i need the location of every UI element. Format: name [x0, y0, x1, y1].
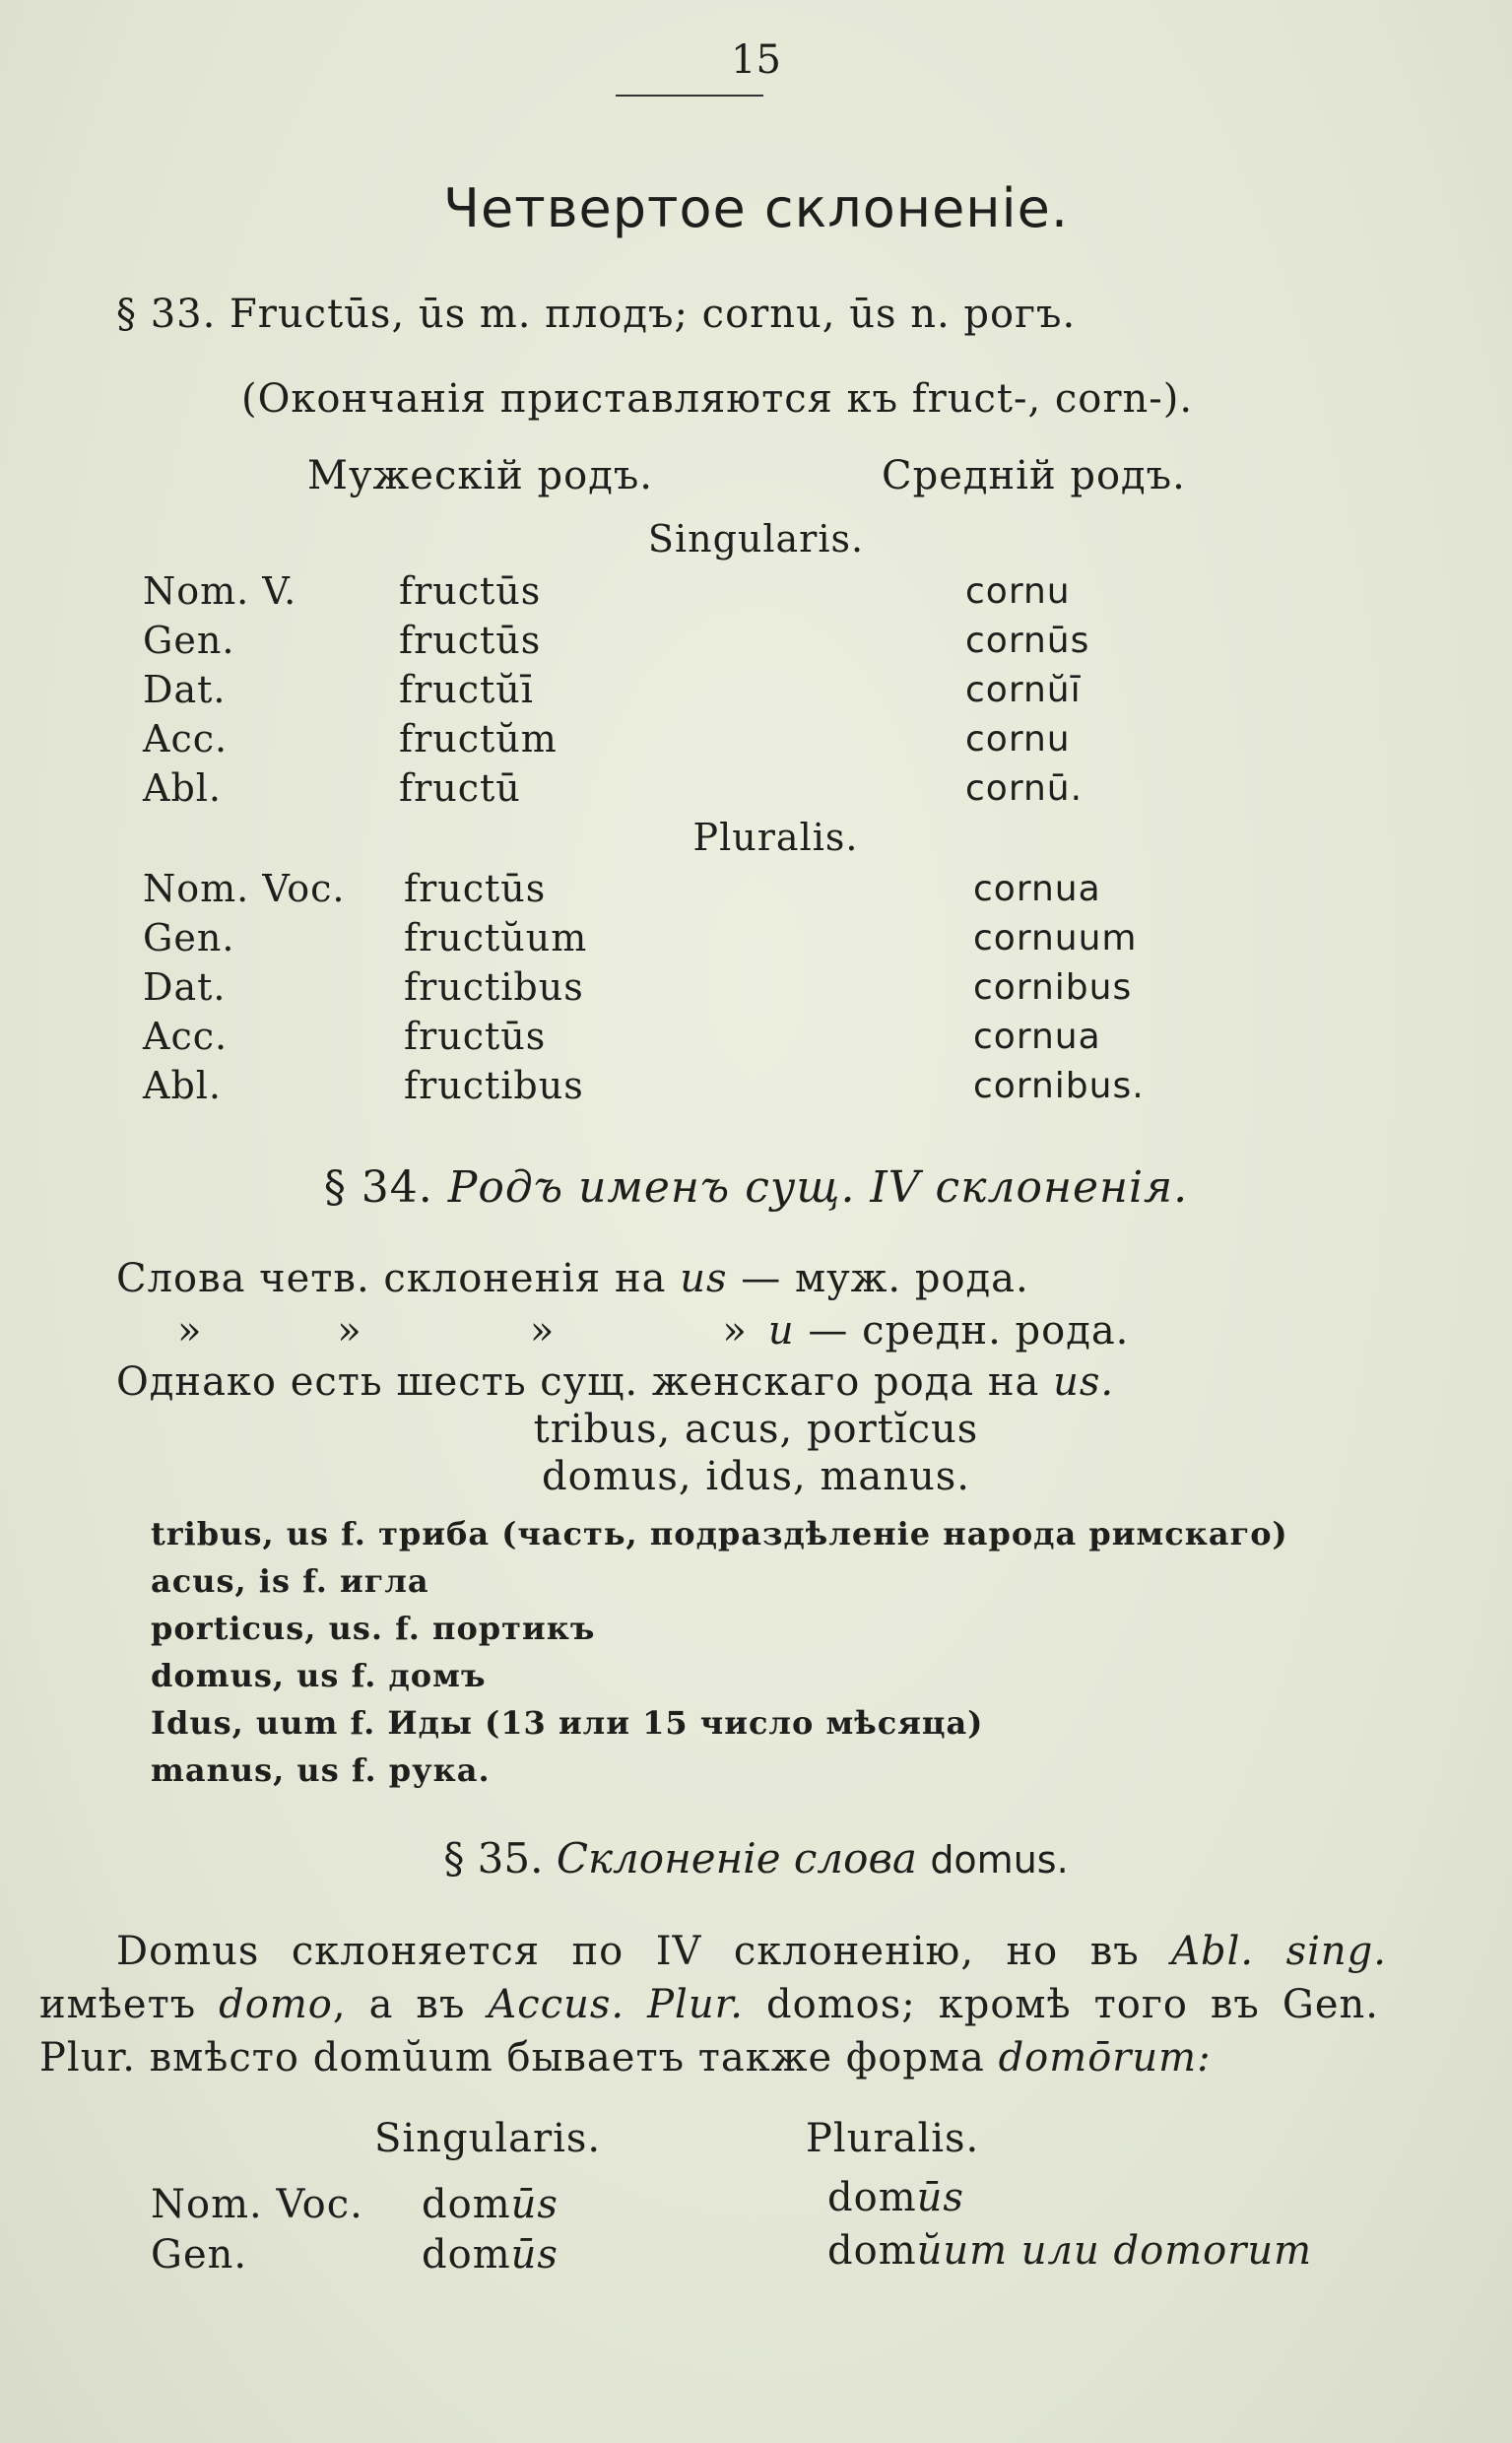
- case-label: Abl.: [143, 766, 222, 810]
- case-label: Gen.: [143, 916, 235, 959]
- neut-form: cornibus.: [973, 1066, 1145, 1106]
- case-label: Nom. V.: [143, 569, 297, 613]
- gloss-line: Idus, uum f. Иды (13 или 15 число мѣсяца): [151, 1704, 984, 1742]
- domus-plural-form: [827, 2228, 1312, 2274]
- masc-form: fructŭum: [404, 916, 588, 959]
- text-run: Однако есть шесть сущ. женскаго рода на: [116, 1359, 1054, 1405]
- text-run: Слова четв. склоненія на: [116, 1256, 681, 1301]
- case-label: Gen.: [151, 2232, 248, 2278]
- neut-form: cornŭī: [965, 670, 1082, 710]
- italic-run: us: [680, 1256, 728, 1301]
- masculine-header: Мужескій родъ.: [307, 453, 654, 498]
- stem: dom: [422, 2182, 511, 2227]
- neut-form: cornuum: [973, 918, 1138, 958]
- page-number-rule: [616, 95, 763, 97]
- ending: ūs: [510, 2182, 559, 2227]
- gender-rule-line-2: [177, 1308, 1129, 1354]
- case-label: Gen.: [143, 619, 235, 662]
- italic-run: domo: [219, 1982, 333, 2027]
- domus-singular-form: [422, 2182, 559, 2227]
- text-run: Plur. вмѣсто domŭum бываетъ также форма: [39, 2035, 999, 2080]
- case-label: Dat.: [143, 668, 227, 711]
- alternative-form: или domorum: [1008, 2228, 1313, 2274]
- gender-rule-line-3: [116, 1359, 1114, 1405]
- neuter-header: Средній родъ.: [882, 453, 1186, 498]
- case-label: Dat.: [143, 965, 227, 1009]
- gloss-line: domus, us f. домъ: [151, 1657, 487, 1694]
- plural-label: Pluralis.: [692, 816, 859, 859]
- domus-plural-form: [827, 2175, 964, 2220]
- text-run: , а въ: [332, 1982, 489, 2027]
- paragraph-line-3: [39, 2035, 1379, 2080]
- domus-singular-label: Singularis.: [374, 2116, 602, 2161]
- italic-run: domōrum:: [998, 2035, 1212, 2080]
- ditto-marks: » » » »: [177, 1308, 751, 1354]
- section-34-heading: [0, 1162, 1512, 1213]
- section-35-number: § 35.: [443, 1834, 544, 1882]
- text-run: имѣетъ: [39, 1982, 220, 2027]
- neut-form: cornu: [965, 571, 1071, 612]
- neut-form: cornua: [973, 869, 1101, 909]
- gloss-line: tribus, us f. триба (часть, подраздѣленіе народа римскаго): [151, 1515, 1288, 1552]
- gender-rule-line-1: [116, 1256, 1029, 1301]
- section-35-word: domus.: [930, 1838, 1069, 1882]
- text-run: Domus склоняется по IV склоненію, но въ: [116, 1929, 1172, 1974]
- neut-form: cornū.: [965, 768, 1084, 809]
- domus-singular-form: [422, 2232, 559, 2278]
- section-34-title: Родъ именъ сущ. IV склоненія.: [447, 1162, 1189, 1213]
- endings-note: (Окончанія приставляются къ fruct-, corn-).: [241, 376, 1194, 422]
- stem: dom: [827, 2175, 917, 2220]
- paragraph-line-2: [39, 1982, 1379, 2027]
- masc-form: fructibus: [404, 965, 584, 1009]
- neut-form: cornibus: [973, 967, 1133, 1008]
- neut-form: cornua: [973, 1017, 1101, 1057]
- italic-run: u: [767, 1308, 795, 1354]
- section-35-title: Склоненіе слова: [556, 1834, 917, 1882]
- ending: ūs: [916, 2175, 964, 2220]
- masc-form: fructūs: [399, 569, 542, 613]
- masc-form: fructūs: [404, 867, 547, 910]
- case-label: Acc.: [143, 1015, 229, 1058]
- text-run: — средн. рода.: [794, 1308, 1130, 1354]
- ending: ŭum: [916, 2228, 1009, 2274]
- section-34-number: § 34.: [323, 1162, 433, 1213]
- italic-run: us.: [1053, 1359, 1115, 1405]
- case-label: Acc.: [143, 717, 229, 760]
- stem: dom: [422, 2232, 511, 2278]
- masc-form: fructŭm: [399, 717, 558, 760]
- ending: ūs: [510, 2232, 559, 2278]
- neut-form: cornu: [965, 719, 1071, 759]
- gloss-line: manus, us f. рука.: [151, 1751, 491, 1789]
- stem: dom: [827, 2228, 917, 2274]
- paragraph-line-1: [116, 1929, 1387, 1974]
- case-label: Nom. Voc.: [143, 867, 346, 910]
- masc-form: fructūs: [399, 619, 542, 662]
- neut-form: cornūs: [965, 621, 1090, 661]
- masc-form: fructibus: [404, 1064, 584, 1107]
- case-label: Abl.: [143, 1064, 222, 1107]
- masc-form: fructū: [399, 766, 521, 810]
- feminine-list-line-2: domus, idus, manus.: [542, 1454, 970, 1499]
- chapter-title: Четвертое склоненіе.: [443, 177, 1069, 239]
- text-run: domos; кромѣ того въ Gen.: [744, 1982, 1379, 2027]
- page-number: 15: [731, 37, 781, 83]
- singular-label: Singularis.: [647, 517, 865, 561]
- masc-form: fructŭī: [399, 668, 534, 711]
- feminine-list-line-1: tribus, acus, portĭcus: [533, 1407, 979, 1452]
- domus-plural-label: Pluralis.: [806, 2116, 980, 2161]
- gloss-line: acus, is f. игла: [151, 1562, 429, 1600]
- italic-run: Abl. sing.: [1171, 1929, 1387, 1974]
- text-run: — муж. рода.: [727, 1256, 1029, 1301]
- case-label: Nom. Voc.: [151, 2182, 363, 2227]
- gloss-line: porticus, us. f. портикъ: [151, 1610, 596, 1647]
- section-35-heading: [0, 1834, 1512, 1882]
- section-33-heading: § 33. Fructūs, ūs m. плодъ; cornu, ūs n. рогъ.: [116, 292, 1077, 337]
- masc-form: fructūs: [404, 1015, 547, 1058]
- italic-run: Accus. Plur.: [488, 1982, 745, 2027]
